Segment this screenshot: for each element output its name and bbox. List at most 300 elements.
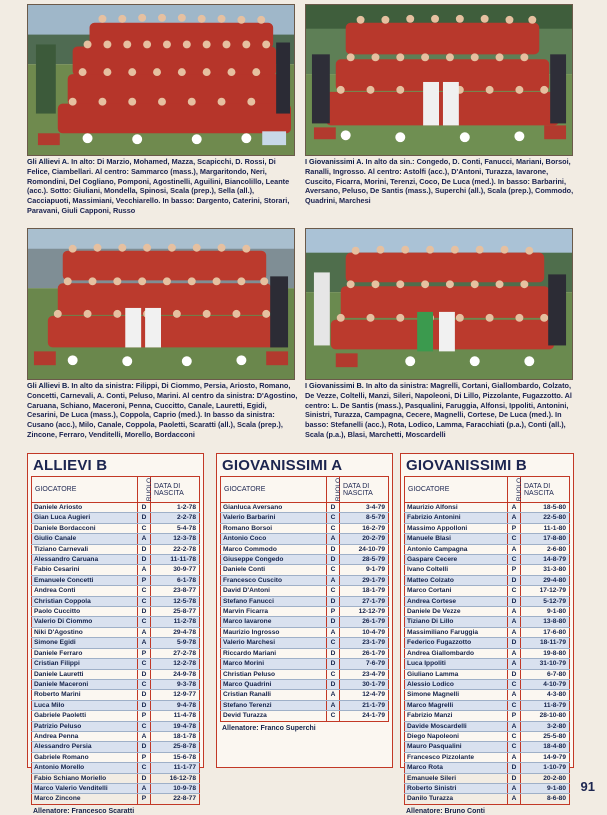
player-role-cell: C <box>138 679 151 689</box>
player-name-cell: Gian Luca Augieri <box>32 513 138 523</box>
player-role-cell: C <box>327 513 340 523</box>
table-row <box>405 607 570 617</box>
player-name-cell: Andrea Cortese <box>405 596 508 606</box>
coach-line: Allenatore: Bruno Conti <box>406 807 485 815</box>
table-row <box>405 742 570 752</box>
player-name-cell: David D'Antoni <box>221 586 327 596</box>
player-name-cell: Fabio Cesarini <box>32 565 138 575</box>
table-row <box>405 544 570 554</box>
player-name-cell: Christian Peluso <box>221 669 327 679</box>
table-row <box>32 752 200 762</box>
player-dob-cell: 24-9-78 <box>151 669 200 679</box>
player-dob-cell: 6-1-78 <box>151 575 200 585</box>
player-name-cell: Daniele Ferraro <box>32 648 138 658</box>
player-name-cell: Andrea Penna <box>32 731 138 741</box>
player-dob-cell: 19-8-80 <box>521 648 570 658</box>
player-role-cell: C <box>327 523 340 533</box>
player-name-cell: Maurizio Alfonsi <box>405 503 508 513</box>
player-dob-cell: 22-5-80 <box>521 513 570 523</box>
player-dob-cell: 11-1-77 <box>151 763 200 773</box>
player-role-cell: A <box>508 659 521 669</box>
table-row <box>221 555 389 565</box>
player-dob-cell: 7-6-79 <box>340 659 389 669</box>
player-role-cell: P <box>508 523 521 533</box>
player-dob-cell: 25-8-77 <box>151 607 200 617</box>
player-dob-cell: 5-9-78 <box>151 638 200 648</box>
table-row <box>32 742 200 752</box>
player-role-cell: D <box>327 617 340 627</box>
table-row <box>405 586 570 596</box>
table-row <box>405 555 570 565</box>
player-dob-cell: 9-4-78 <box>151 700 200 710</box>
player-role-cell: A <box>327 575 340 585</box>
player-dob-cell: 12-2-78 <box>151 659 200 669</box>
caption-allievi-b <box>27 381 299 440</box>
player-name-cell: Giuliano Lamma <box>405 669 508 679</box>
photo-allievi-a <box>27 4 295 156</box>
player-role-cell: C <box>138 659 151 669</box>
table-row <box>405 679 570 689</box>
player-name-cell: Romano Borsoi <box>221 523 327 533</box>
table-row <box>221 565 389 575</box>
table-row <box>221 679 389 689</box>
player-dob-cell: 31-3-80 <box>521 565 570 575</box>
table-row <box>32 700 200 710</box>
player-role-cell: P <box>327 607 340 617</box>
player-role-cell: A <box>508 513 521 523</box>
player-dob-cell: 8-6-80 <box>521 794 570 804</box>
player-name-cell: Luca Ippoliti <box>405 659 508 669</box>
table-row <box>405 669 570 679</box>
player-dob-cell: 16-2-79 <box>340 523 389 533</box>
player-name-cell: Giuseppe Congedo <box>221 555 327 565</box>
player-role-cell: C <box>508 555 521 565</box>
player-role-cell: C <box>508 586 521 596</box>
player-name-cell: Valerio Marchesi <box>221 638 327 648</box>
table-row <box>32 773 200 783</box>
player-dob-cell: 11-8-79 <box>521 700 570 710</box>
table-row <box>221 648 389 658</box>
table-row <box>405 575 570 585</box>
player-name-cell: Marco Valerio Venditelli <box>32 783 138 793</box>
player-dob-cell: 27-1-79 <box>340 596 389 606</box>
player-name-cell: Davide Moscardelli <box>405 721 508 731</box>
table-row <box>221 690 389 700</box>
table-row <box>32 690 200 700</box>
player-name-cell: Alessandro Caruana <box>32 555 138 565</box>
player-name-cell: Valerio Di Ciommo <box>32 617 138 627</box>
player-dob-cell: 8-5-79 <box>340 513 389 523</box>
page-number: 91 <box>580 779 595 794</box>
player-dob-cell: 20-2-79 <box>340 534 389 544</box>
player-dob-cell: 2-6-80 <box>521 544 570 554</box>
roster-body <box>32 503 200 805</box>
player-name-cell: Gabriele Romano <box>32 752 138 762</box>
player-name-cell: Daniele Lauretti <box>32 669 138 679</box>
table-row <box>405 659 570 669</box>
player-role-cell: D <box>327 596 340 606</box>
table-row <box>32 607 200 617</box>
player-role-cell: D <box>327 659 340 669</box>
player-role-cell: D <box>508 596 521 606</box>
table-row <box>32 721 200 731</box>
player-dob-cell: 9-3-78 <box>151 679 200 689</box>
player-dob-cell: 18-1-79 <box>340 586 389 596</box>
table-row <box>405 763 570 773</box>
coach-line: Allenatore: Franco Superchi <box>222 724 316 732</box>
column-header-player: GIOCATORE <box>405 477 508 503</box>
table-row <box>32 711 200 721</box>
player-dob-cell: 24-10-79 <box>340 544 389 554</box>
table-row <box>32 763 200 773</box>
player-dob-cell: 4-3-80 <box>521 690 570 700</box>
table-row <box>405 513 570 523</box>
player-role-cell: D <box>138 700 151 710</box>
player-role-cell: A <box>327 627 340 637</box>
player-role-cell: D <box>327 544 340 554</box>
table-row <box>221 596 389 606</box>
player-role-cell: A <box>327 690 340 700</box>
player-dob-cell: 24-1-79 <box>340 711 389 721</box>
player-role-cell: C <box>138 523 151 533</box>
player-role-cell: C <box>327 711 340 721</box>
player-name-cell: Alessandro Persia <box>32 742 138 752</box>
table-row <box>32 659 200 669</box>
table-row <box>32 575 200 585</box>
table-row <box>405 503 570 513</box>
table-row <box>405 534 570 544</box>
player-role-cell: C <box>138 763 151 773</box>
player-name-cell: Riccardo Mariani <box>221 648 327 658</box>
table-row <box>32 534 200 544</box>
table-row <box>32 627 200 637</box>
player-dob-cell: 28-10-80 <box>521 711 570 721</box>
column-header-role <box>327 477 343 503</box>
player-name-cell: Roberto Marini <box>32 690 138 700</box>
player-role-cell: D <box>327 648 340 658</box>
panel-giovanissimi-a <box>216 453 393 768</box>
player-name-cell: Andrea Giallombardo <box>405 648 508 658</box>
player-dob-cell: 1-10-79 <box>521 763 570 773</box>
player-role-cell: D <box>138 503 151 513</box>
player-name-cell: Simone Egidi <box>32 638 138 648</box>
player-dob-cell: 27-2-78 <box>151 648 200 658</box>
role-header-text: RUOLO <box>335 477 343 502</box>
player-dob-cell: 13-8-80 <box>521 617 570 627</box>
player-role-cell: C <box>138 586 151 596</box>
player-name-cell: Matteo Colzato <box>405 575 508 585</box>
player-dob-cell: 30-1-79 <box>340 679 389 689</box>
photo-allievi-b <box>27 228 295 380</box>
player-dob-cell: 23-8-77 <box>151 586 200 596</box>
player-dob-cell: 25-8-78 <box>151 742 200 752</box>
player-name-cell: Cristian Filippi <box>32 659 138 669</box>
table-row <box>405 794 570 804</box>
player-role-cell: D <box>138 513 151 523</box>
player-dob-cell: 31-10-79 <box>521 659 570 669</box>
player-role-cell: P <box>508 565 521 575</box>
roster-table <box>220 476 389 722</box>
player-name-cell: Stefano Fanucci <box>221 596 327 606</box>
caption-giovanissimi-a <box>305 157 577 206</box>
player-dob-cell: 17-12-79 <box>521 586 570 596</box>
table-row <box>32 617 200 627</box>
panel-allievi-b <box>27 453 204 815</box>
table-row <box>405 690 570 700</box>
player-name-cell: Marco Quadrini <box>221 679 327 689</box>
table-row <box>221 523 389 533</box>
player-dob-cell: 12-5-78 <box>151 596 200 606</box>
player-dob-cell: 29-1-79 <box>340 575 389 585</box>
player-role-cell: P <box>138 575 151 585</box>
table-row <box>32 794 200 804</box>
player-name-cell: Daniele Maceroni <box>32 679 138 689</box>
player-name-cell: Fabrizio Antonini <box>405 513 508 523</box>
player-name-cell: Antonio Campagna <box>405 544 508 554</box>
caption-lead: I Giovanissimi A. <box>305 157 364 166</box>
player-role-cell: D <box>327 555 340 565</box>
roster-body <box>405 503 570 805</box>
player-dob-cell: 29-4-80 <box>521 575 570 585</box>
player-dob-cell: 3-2-80 <box>521 721 570 731</box>
player-name-cell: Francesco Pizzolante <box>405 752 508 762</box>
player-dob-cell: 23-4-79 <box>340 669 389 679</box>
player-dob-cell: 12-9-77 <box>151 690 200 700</box>
player-name-cell: Gabriele Paoletti <box>32 711 138 721</box>
player-name-cell: Stefano Terenzi <box>221 700 327 710</box>
table-row <box>221 586 389 596</box>
caption-lead: Gli Allievi A. <box>27 157 70 166</box>
player-role-cell: D <box>138 544 151 554</box>
table-row <box>221 503 389 513</box>
column-header-player: GIOCATORE <box>221 477 327 503</box>
table-row <box>405 783 570 793</box>
table-row <box>221 700 389 710</box>
player-name-cell: Manuele Blasi <box>405 534 508 544</box>
column-header-player: GIOCATORE <box>32 477 138 503</box>
player-role-cell: D <box>138 607 151 617</box>
caption-lead: I Giovanissimi B. <box>305 381 364 390</box>
player-name-cell: Daniele De Vezze <box>405 607 508 617</box>
player-name-cell: Massimo Appolloni <box>405 523 508 533</box>
player-name-cell: Roberto Sinistri <box>405 783 508 793</box>
table-row <box>405 721 570 731</box>
photo-giovanissimi-a <box>305 4 573 156</box>
player-dob-cell: 30-9-77 <box>151 565 200 575</box>
table-row <box>32 638 200 648</box>
player-dob-cell: 23-1-79 <box>340 638 389 648</box>
player-role-cell: A <box>508 721 521 731</box>
player-role-cell: P <box>138 794 151 804</box>
player-dob-cell: 4-10-79 <box>521 679 570 689</box>
column-header-dob: DATA DI NASCITA <box>340 477 389 503</box>
player-name-cell: Gianluca Aversano <box>221 503 327 513</box>
player-dob-cell: 9-1-80 <box>521 783 570 793</box>
player-role-cell: D <box>508 638 521 648</box>
player-role-cell: D <box>138 742 151 752</box>
player-name-cell: Daniele Bordacconi <box>32 523 138 533</box>
player-dob-cell: 10-9-78 <box>151 783 200 793</box>
player-role-cell: P <box>138 711 151 721</box>
player-role-cell: A <box>327 534 340 544</box>
caption-giovanissimi-b <box>305 381 577 440</box>
player-dob-cell: 11-4-78 <box>151 711 200 721</box>
player-role-cell: A <box>508 617 521 627</box>
table-row <box>32 648 200 658</box>
table-row <box>405 627 570 637</box>
player-dob-cell: 14-9-79 <box>521 752 570 762</box>
player-role-cell: D <box>327 679 340 689</box>
player-name-cell: Francesco Cuscito <box>221 575 327 585</box>
table-row <box>32 586 200 596</box>
table-row <box>32 503 200 513</box>
table-row <box>221 607 389 617</box>
player-name-cell: Niki D'Agostino <box>32 627 138 637</box>
table-row <box>221 513 389 523</box>
player-name-cell: Diego Napoleoni <box>405 731 508 741</box>
table-row <box>221 534 389 544</box>
player-role-cell: C <box>327 669 340 679</box>
player-dob-cell: 18-1-78 <box>151 731 200 741</box>
table-row <box>405 700 570 710</box>
player-dob-cell: 18-5-80 <box>521 503 570 513</box>
player-role-cell: A <box>138 534 151 544</box>
table-row <box>221 575 389 585</box>
player-dob-cell: 20-2-80 <box>521 773 570 783</box>
player-name-cell: Maurizio Ingrosso <box>221 627 327 637</box>
table-row <box>32 523 200 533</box>
player-dob-cell: 12-12-79 <box>340 607 389 617</box>
player-role-cell: C <box>508 742 521 752</box>
player-dob-cell: 5-4-78 <box>151 523 200 533</box>
team-photo-image <box>306 229 572 379</box>
player-role-cell: C <box>138 596 151 606</box>
player-dob-cell: 18-4-80 <box>521 742 570 752</box>
player-name-cell: Marco Magrelli <box>405 700 508 710</box>
player-name-cell: Luca Milo <box>32 700 138 710</box>
player-dob-cell: 16-12-78 <box>151 773 200 783</box>
player-name-cell: Devid Turazza <box>221 711 327 721</box>
player-name-cell: Marco Zincone <box>32 794 138 804</box>
player-role-cell: D <box>138 690 151 700</box>
table-row <box>221 659 389 669</box>
column-header-dob: DATA DI NASCITA <box>151 477 200 503</box>
photo-giovanissimi-b <box>305 228 573 380</box>
player-role-cell: A <box>508 607 521 617</box>
player-role-cell: D <box>508 773 521 783</box>
player-role-cell: A <box>508 752 521 762</box>
player-dob-cell: 19-4-78 <box>151 721 200 731</box>
player-name-cell: Fabio Schiano Moriello <box>32 773 138 783</box>
player-dob-cell: 9-1-79 <box>340 565 389 575</box>
player-role-cell: A <box>508 690 521 700</box>
table-title: GIOVANISSIMI B <box>406 457 527 474</box>
player-role-cell: D <box>138 669 151 679</box>
player-dob-cell: 29-4-78 <box>151 627 200 637</box>
table-row <box>32 783 200 793</box>
player-dob-cell: 5-12-79 <box>521 596 570 606</box>
player-role-cell: C <box>508 731 521 741</box>
player-dob-cell: 22-8-77 <box>151 794 200 804</box>
caption-lead: Gli Allievi B. <box>27 381 70 390</box>
player-dob-cell: 3-4-79 <box>340 503 389 513</box>
caption-text: In alto da sinistra: Magrelli, Cortani, Giallombardo, Colzato, De Vezze, Coltelli, Manzi, Sileri, Napoleoni, Di Lillo, Pizzolante, Fugazzotto. Al centro: L. De Santis (mass.), Pasqualini, Faruggia, Alfonsi, Ippoliti, Antonini, Sinistri, Turazza, Campagna, Cecere, Magnelli, Cortese, De Luca (med.). In basso: Stefanelli (acc.), Rota, Lodico, Lamma, Faracchiati (p.a.), Conti (all.), Scala (p.a.), Blasi, Marchetti, Moscardelli <box>305 381 572 439</box>
player-role-cell: D <box>508 575 521 585</box>
player-name-cell: Alessio Lodico <box>405 679 508 689</box>
player-dob-cell: 21-1-79 <box>340 700 389 710</box>
player-dob-cell: 28-5-79 <box>340 555 389 565</box>
player-role-cell: C <box>327 565 340 575</box>
player-name-cell: Gaspare Cecere <box>405 555 508 565</box>
player-role-cell: A <box>138 731 151 741</box>
table-row <box>32 669 200 679</box>
player-role-cell: A <box>508 794 521 804</box>
player-role-cell: C <box>508 700 521 710</box>
table-row <box>405 617 570 627</box>
player-name-cell: Tiziano Di Lillo <box>405 617 508 627</box>
player-dob-cell: 11-11-78 <box>151 555 200 565</box>
player-role-cell: P <box>138 752 151 762</box>
column-header-role <box>138 477 154 503</box>
player-name-cell: Christian Coppola <box>32 596 138 606</box>
table-row <box>32 555 200 565</box>
player-name-cell: Tiziano Carnevali <box>32 544 138 554</box>
table-row <box>221 617 389 627</box>
column-header-role <box>508 477 524 503</box>
player-role-cell: A <box>508 627 521 637</box>
role-header-text: RUOLO <box>516 477 524 502</box>
roster-table <box>404 476 570 805</box>
player-role-cell: C <box>508 534 521 544</box>
table-title: ALLIEVI B <box>33 457 108 474</box>
player-dob-cell: 9-1-80 <box>521 607 570 617</box>
column-header-dob: DATA DI NASCITA <box>521 477 570 503</box>
table-row <box>405 648 570 658</box>
player-role-cell: A <box>327 700 340 710</box>
player-name-cell: Antonio Morello <box>32 763 138 773</box>
player-dob-cell: 1-2-78 <box>151 503 200 513</box>
player-name-cell: Marco Morini <box>221 659 327 669</box>
player-dob-cell: 17-6-80 <box>521 627 570 637</box>
player-name-cell: Simone Magnelli <box>405 690 508 700</box>
table-row <box>405 752 570 762</box>
table-row <box>32 731 200 741</box>
panel-giovanissimi-b <box>400 453 574 815</box>
player-role-cell: P <box>508 711 521 721</box>
player-name-cell: Daniele Ariosto <box>32 503 138 513</box>
player-name-cell: Cristian Ranalli <box>221 690 327 700</box>
player-role-cell: D <box>327 503 340 513</box>
player-name-cell: Giulio Canale <box>32 534 138 544</box>
player-dob-cell: 11-1-80 <box>521 523 570 533</box>
table-row <box>221 638 389 648</box>
player-name-cell: Marvin Ficarra <box>221 607 327 617</box>
player-role-cell: C <box>138 721 151 731</box>
player-role-cell: D <box>138 773 151 783</box>
roster-body <box>221 503 389 722</box>
player-name-cell: Fabrizio Manzi <box>405 711 508 721</box>
player-name-cell: Massimiliano Faruggia <box>405 627 508 637</box>
caption-text: In alto da sinistra: Filippi, Di Ciommo, Persia, Ariosto, Romano, Concetti, Carnevali, A. Conti, Peluso, Marini. Al centro da sinistra: D'Agostino, Caruana, Schiano, Maceroni, Penna, Cuccitto, Canale, Lauretti, Egidi, Cesarini, De Luca (mass.), Coppola, Caprio (med.). In basso da sinistra: Cusano (acc.), Milo, Canale, Coppola, Paoletti, Scaratti (all.), Scala (prep.), Zincone, Ferraro, Venditelli, Morello, Bordacconi <box>27 381 298 439</box>
table-row <box>32 513 200 523</box>
coach-line: Allenatore: Francesco Scaratti <box>33 807 135 815</box>
player-dob-cell: 6-7-80 <box>521 669 570 679</box>
player-role-cell: D <box>508 669 521 679</box>
team-photo-image <box>306 5 572 155</box>
player-role-cell: A <box>138 627 151 637</box>
table-row <box>221 544 389 554</box>
player-role-cell: A <box>508 648 521 658</box>
